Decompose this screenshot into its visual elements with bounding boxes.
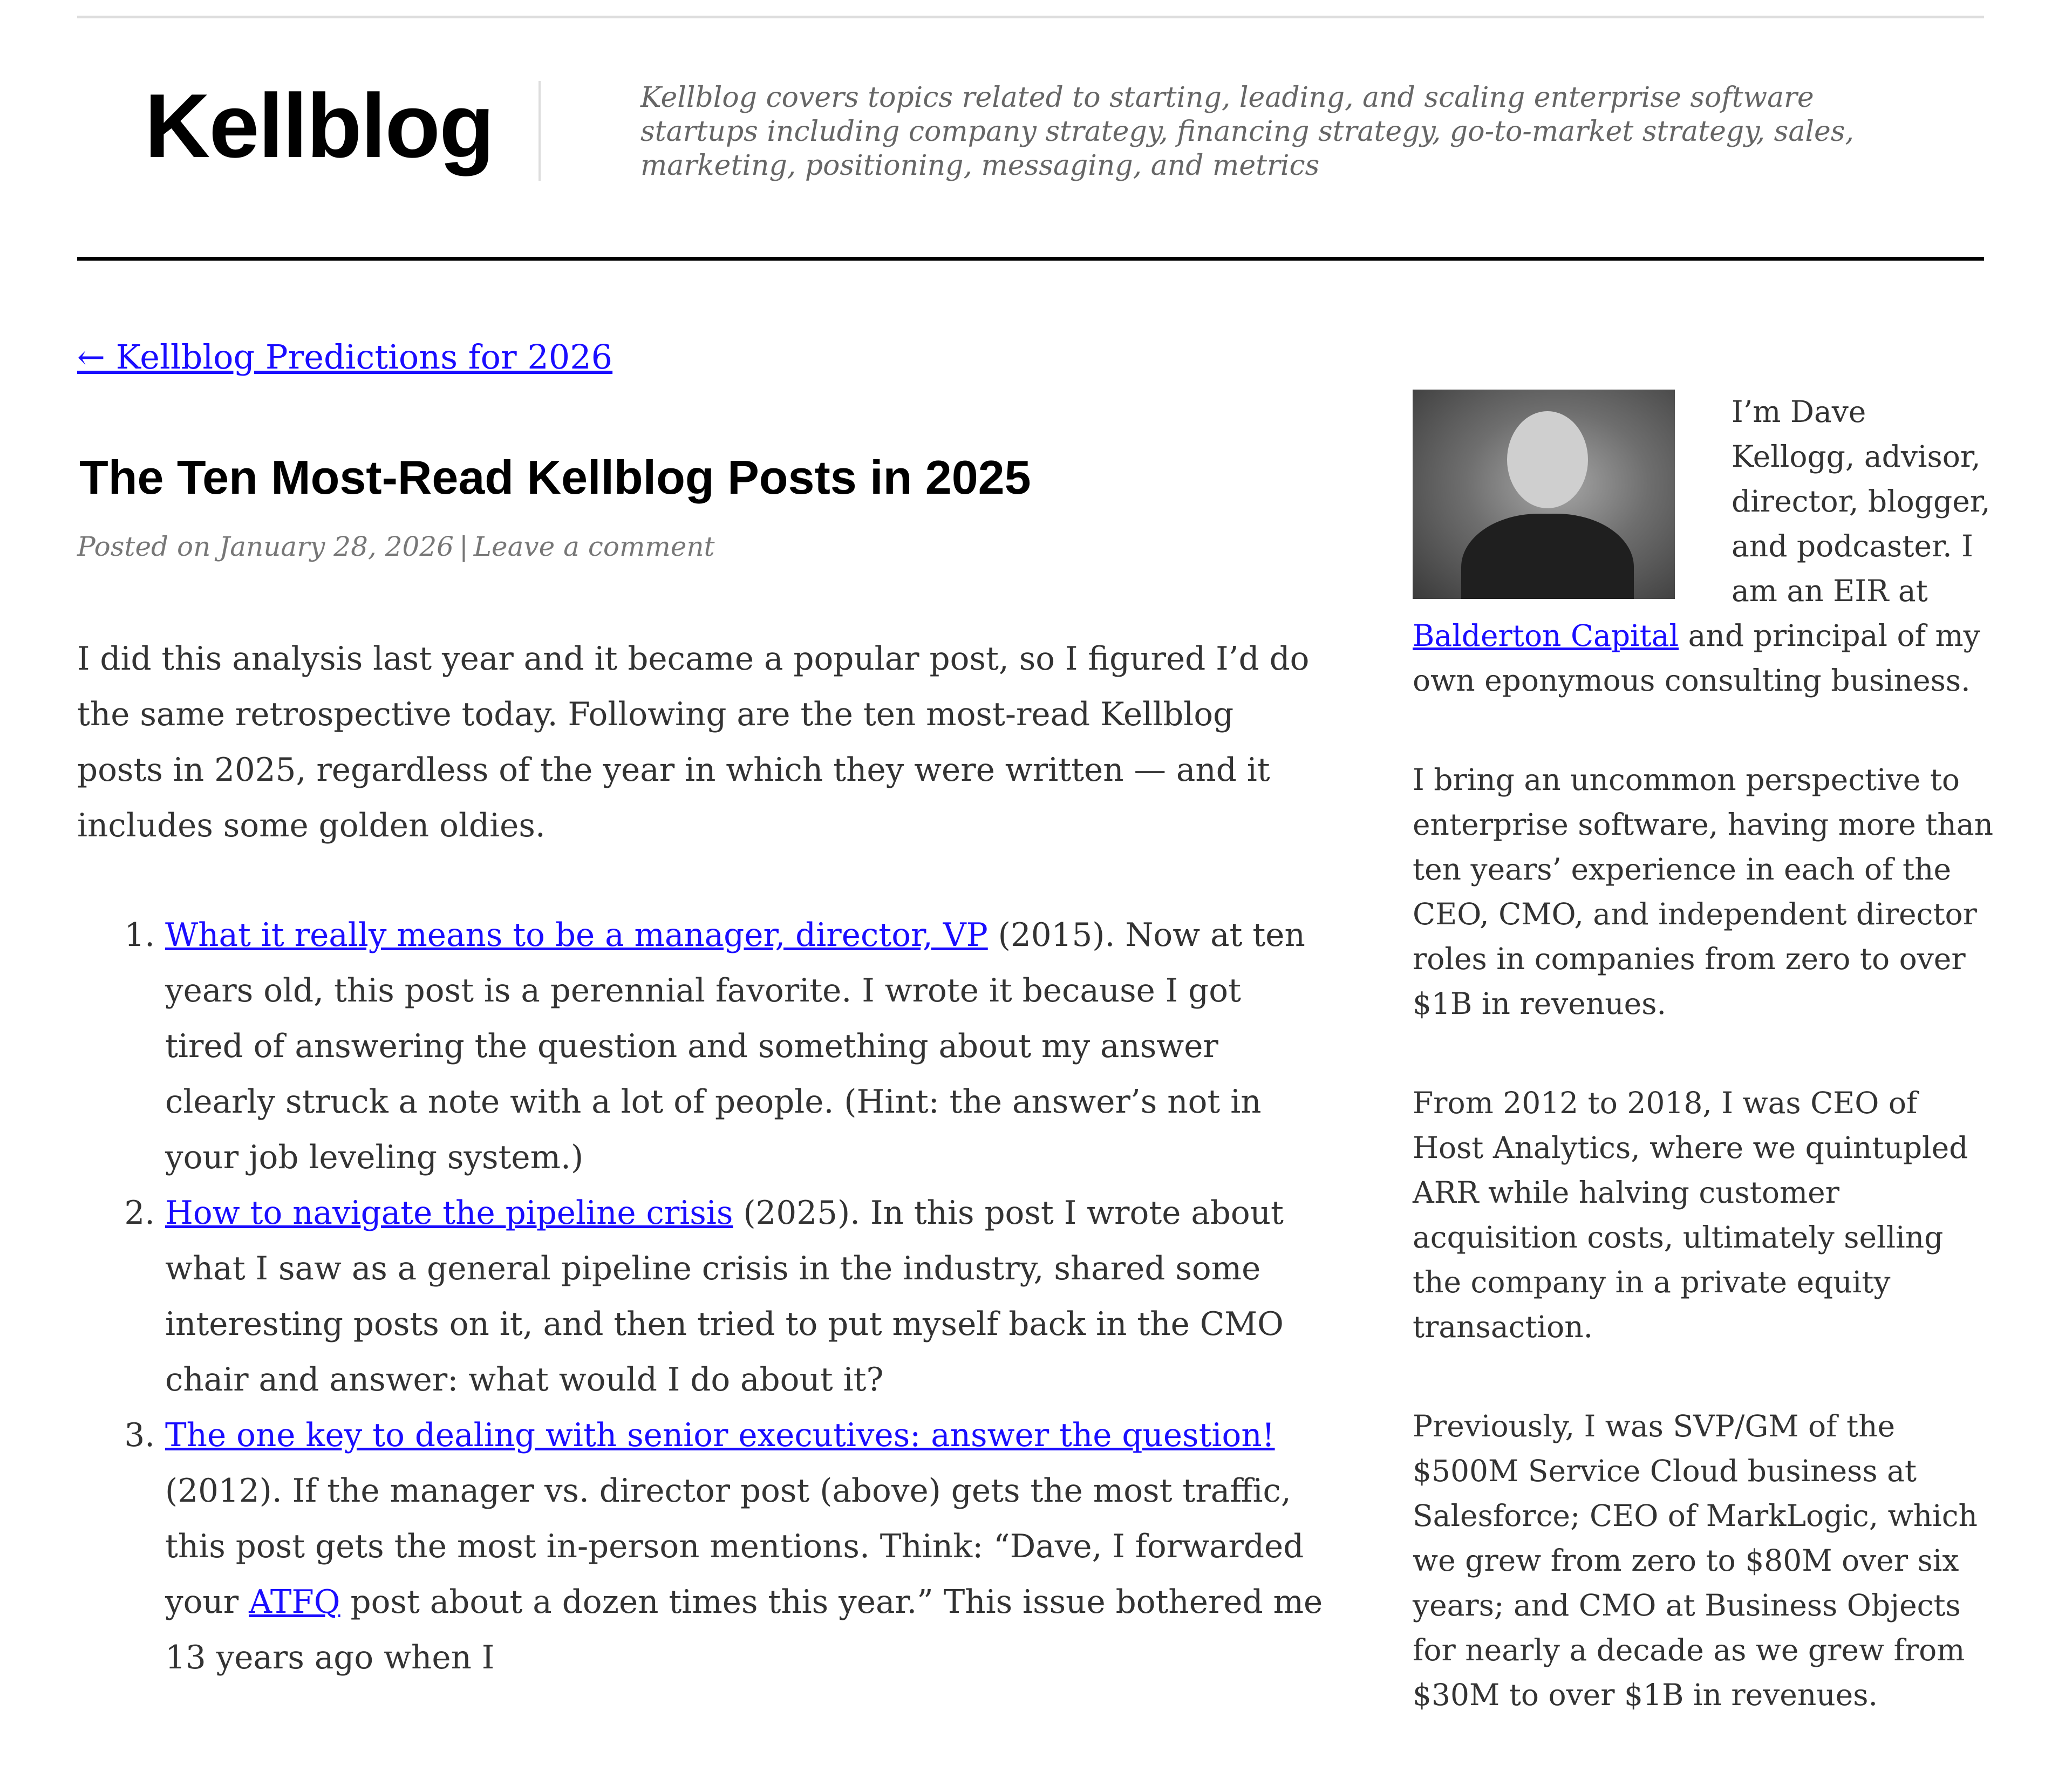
sidebar-bio-after: and principal of my own eponymous consulting business. [1413,618,1980,698]
sidebar-bio-intro: I’m Dave Kellogg, advisor, director, blogger, and podcaster. I am an EIR at [1732,394,1991,608]
post-meta [77,522,715,571]
list-item [165,1408,1329,1686]
list-item-text-after: post about a dozen times this year.” This issue bothered me 13 years ago when I [165,1584,1323,1676]
post-date-link[interactable]: January 28, 2026 [219,531,454,562]
top-rule [77,16,1984,18]
list-item [165,1185,1329,1408]
site-description: Kellblog covers topics related to starting, leading, and scaling enterprise software startups including company strategy, financing strategy, go-to-market strategy, sales, marketing, positioning, messaging, and metrics [640,81,1854,182]
post-body [77,631,1329,1686]
previous-post-link[interactable]: ← Kellblog Predictions for 2026 [77,337,613,377]
site-title[interactable]: Kellblog [145,75,494,176]
sidebar-paragraph-previously: Previously, I was SVP/GM of the $500M Service Cloud business at Salesforce; CEO of MarkLogic, which we grew from zero to $80M over six years; and CMO at Business Objects for nearly a decade as we grew from $30M to over $1B in revenues. [1413,1409,1978,1712]
sidebar-paragraph-perspective: I bring an uncommon perspective to enterprise software, having more than ten years’ experience in each of the CEO, CMO, and independent director roles in companies from zero to over $1B in revenues. [1413,762,1994,1021]
list-item-text: (2015). Now at ten years old, this post is a perennial favorite. I wrote it because I got tired of answering the question and something about my answer clearly struck a note with a lot of people. (Hint: the answer’s not in your job leveling system.) [165,917,1305,1176]
main-content [77,324,1329,1676]
post-title: The Ten Most-Read Kellblog Posts in 2025 [79,451,1031,504]
header-rule [77,257,1984,261]
author-photo-head [1507,411,1588,508]
header-divider [539,81,541,181]
leave-comment-link[interactable]: Leave a comment [473,531,715,562]
post-link-answer-the-question[interactable]: The one key to dealing with senior executives: answer the question! [165,1417,1275,1454]
posted-on-label: Posted on [77,531,211,562]
post-link-pipeline-crisis[interactable]: How to navigate the pipeline crisis [165,1195,733,1232]
sidebar-bio [1413,390,1995,703]
post-link-manager-director-vp[interactable]: What it really means to be a manager, director, VP [165,917,988,954]
sidebar-paragraph-host-analytics: From 2012 to 2018, I was CEO of Host Analytics, where we quintupled ARR while halving customer acquisition costs, ultimately selling the company in a private equity transaction. [1413,1086,1968,1344]
atfq-link[interactable]: ATFQ [249,1584,340,1621]
author-photo [1413,390,1675,599]
list-item-text: (2025). In this post I wrote about what I saw as a general pipeline crisis in the industry, shared some interesting posts on it, and then tried to put myself back in the CMO chair and answer: what would I do about it? [165,1195,1284,1399]
balderton-capital-link[interactable]: Balderton Capital [1413,618,1679,653]
list-item-text: (2012). If the manager vs. director post (above) gets the most traffic, this post gets the most in-person mentions. Think: “Dave, I forwarded your [165,1473,1304,1621]
author-photo-shoulders [1461,514,1634,599]
post-intro: I did this analysis last year and it became a popular post, so I figured I’d do the same retrospective today. Following are the ten most-read Kellblog posts in 2025, regardless of the year in which they were written — and it includes some golden oldies. [77,640,1310,844]
top-posts-list [77,908,1329,1686]
list-item [165,908,1329,1185]
meta-separator: | [459,531,468,562]
sidebar [1413,390,1995,1772]
